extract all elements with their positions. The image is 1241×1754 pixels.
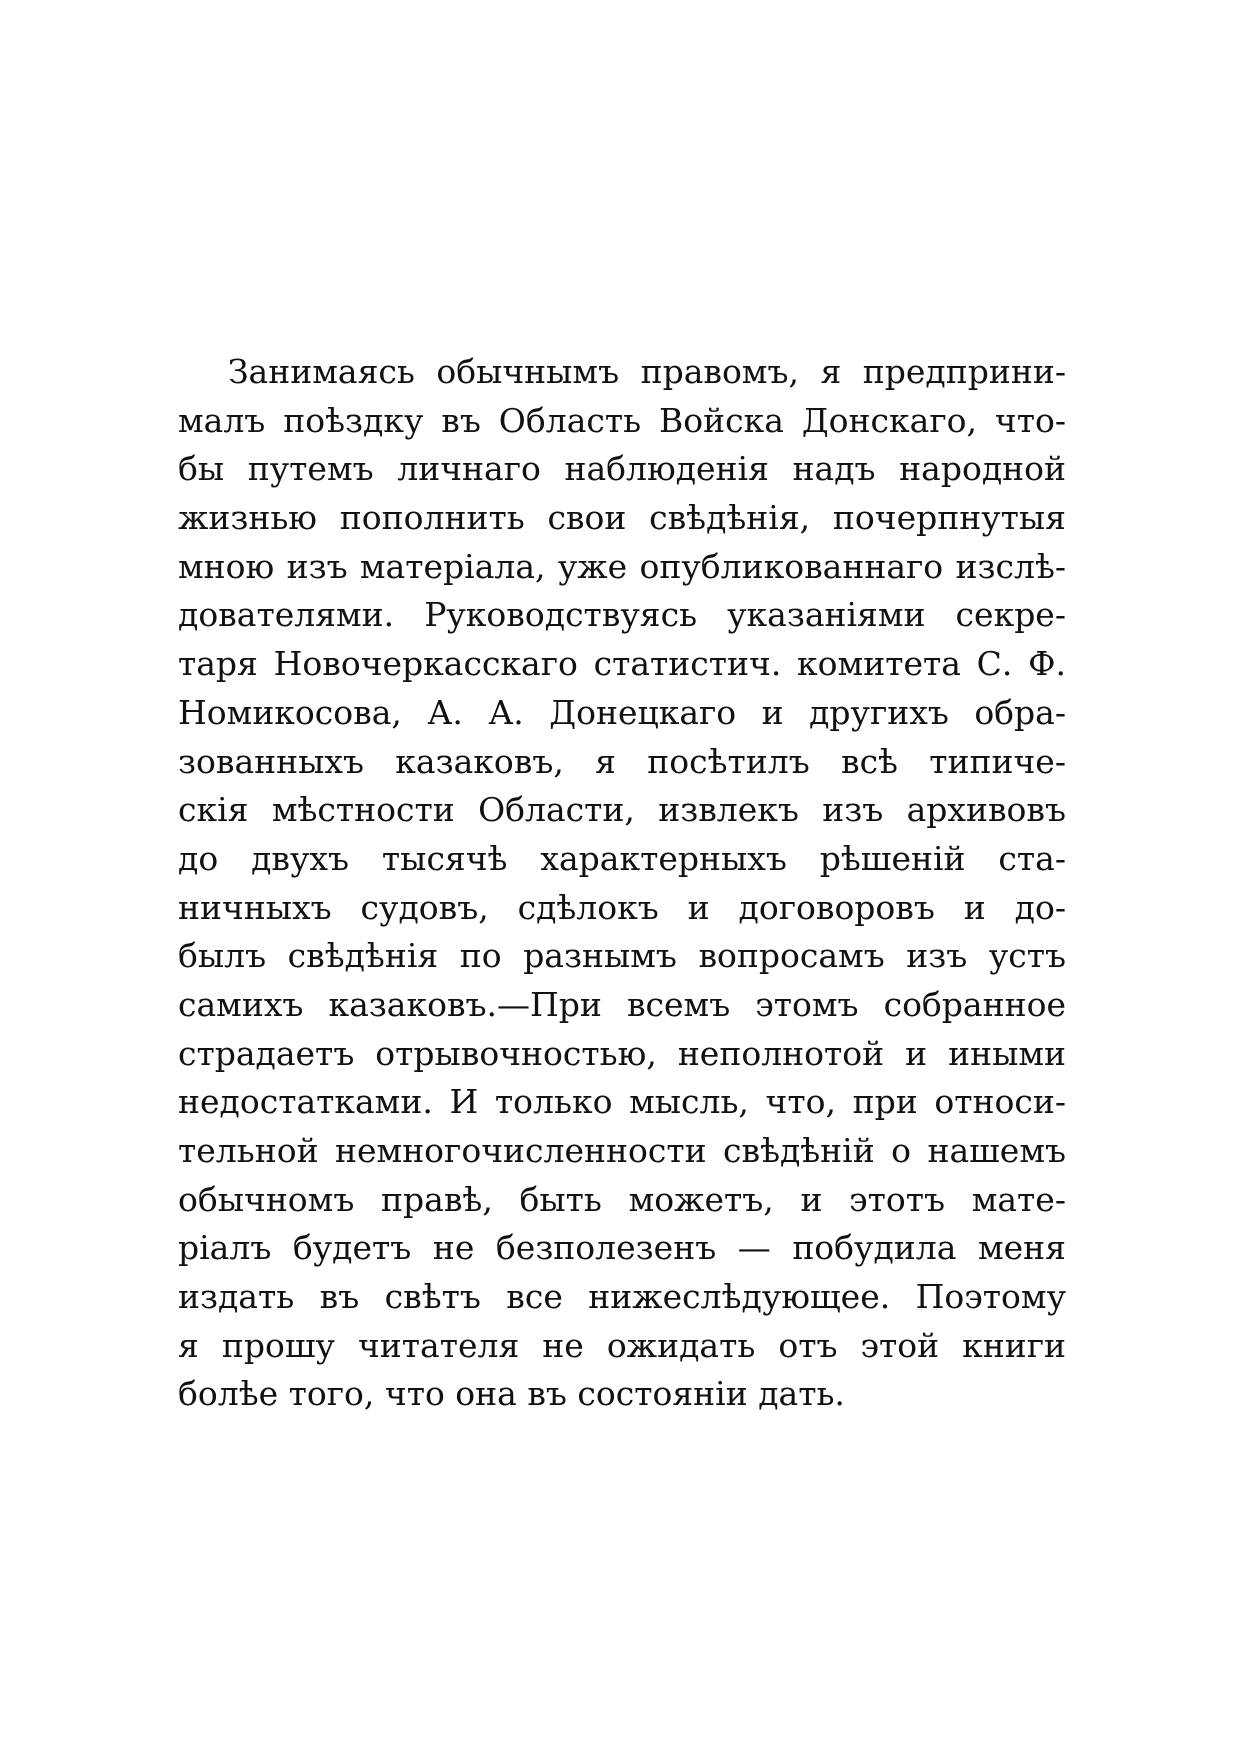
text-line-2: малъ поѣздку въ Область Войска Донскаго, что- <box>178 400 1066 440</box>
text-line-19: ріалъ будетъ не безполезенъ — побудила меня <box>178 1228 1066 1268</box>
text-line-20: издать въ свѣтъ все нижеслѣдующее. Поэтому <box>178 1277 1066 1317</box>
text-line-13: былъ свѣдѣнія по разнымъ вопросамъ изъ устъ <box>178 936 1066 976</box>
text-line-21: я прошу читателя не ожидать отъ этой книги <box>178 1325 1066 1365</box>
text-line-16: недостатками. И только мысль, что, при относи- <box>178 1082 1066 1122</box>
preface-paragraph <box>178 348 1066 1419</box>
text-line-9: зованныхъ казаковъ, я посѣтилъ всѣ типиче- <box>178 741 1066 781</box>
text-line-22: болѣе того, что она въ состояніи дать. <box>178 1374 845 1414</box>
text-line-11: до двухъ тысячѣ характерныхъ рѣшеній ста- <box>178 838 1066 878</box>
text-line-7: таря Новочеркасскаго статистич. комитета С. Ф. <box>178 644 1066 684</box>
text-line-4: жизнью пополнить свои свѣдѣнія, почерпнутыя <box>178 498 1066 538</box>
text-line-18: обычномъ правѣ, быть можетъ, и этотъ мате- <box>178 1179 1066 1219</box>
text-line-8: Номикосова, А. А. Донецкаго и другихъ обра- <box>178 692 1066 732</box>
text-line-10: скія мѣстности Области, извлекъ изъ архивовъ <box>178 790 1066 830</box>
text-line-3: бы путемъ личнаго наблюденія надъ народной <box>178 449 1066 489</box>
text-line-14: самихъ казаковъ.—При всемъ этомъ собранное <box>178 984 1066 1024</box>
text-line-5: мною изъ матеріала, уже опубликованнаго изслѣ- <box>178 546 1066 586</box>
text-line-1: Занимаясь обычнымъ правомъ, я предприни- <box>228 352 1066 391</box>
text-line-6: дователями. Руководствуясь указаніями секре- <box>178 595 1066 635</box>
text-line-17: тельной немногочисленности свѣдѣній о нашемъ <box>178 1131 1066 1170</box>
text-line-12: ничныхъ судовъ, сдѣлокъ и договоровъ и до- <box>178 887 1066 927</box>
text-line-15: страдаетъ отрывочностью, неполнотой и иными <box>178 1033 1066 1073</box>
